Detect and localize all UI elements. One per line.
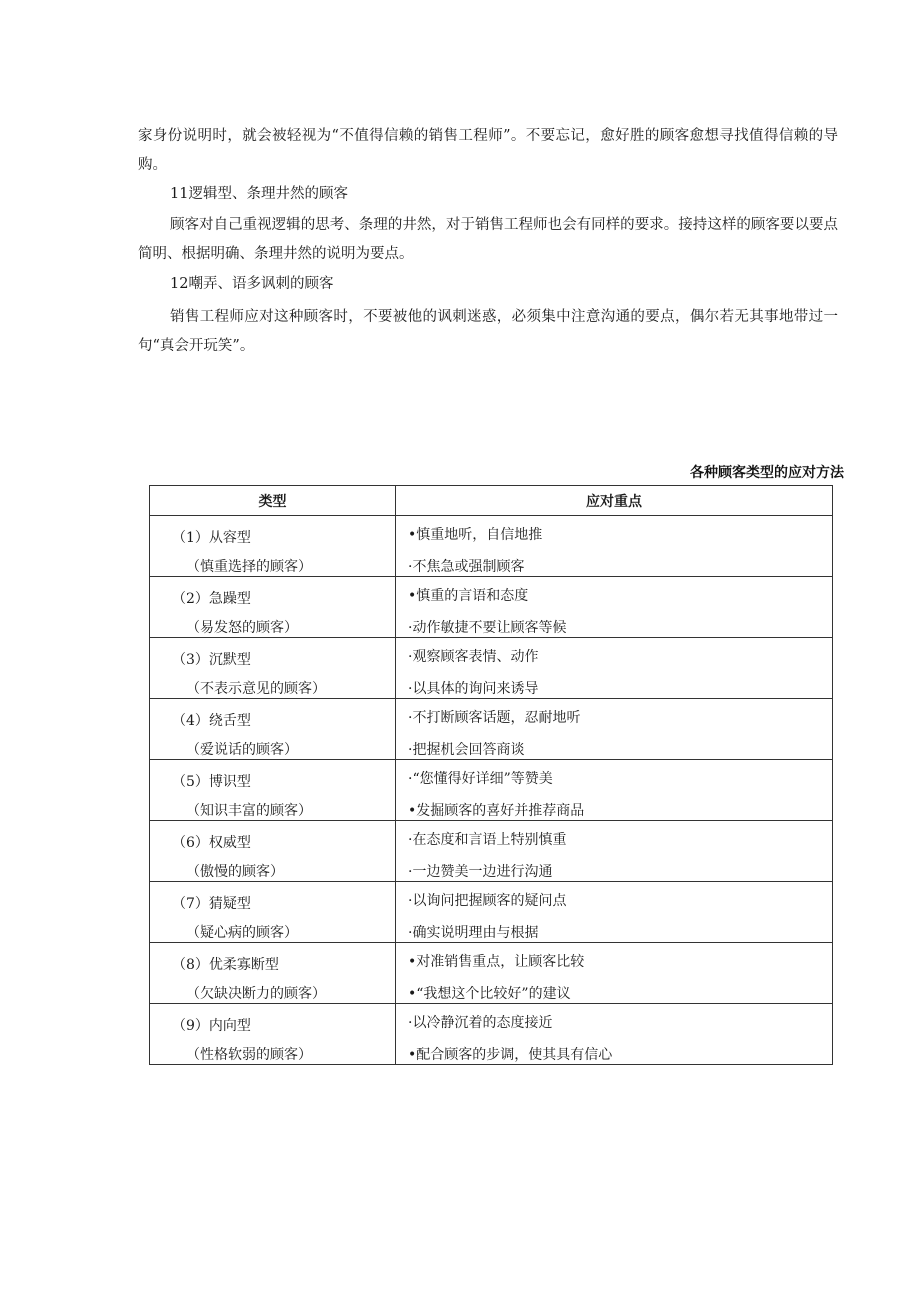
key-point: ·观察顾客表情、动作 (408, 649, 539, 665)
type-description: （知识丰富的顾客） (186, 803, 312, 819)
key-point: •“我想这个比较好”的建议 (408, 986, 571, 1002)
table-row (150, 821, 833, 882)
paragraph-sarcastic-customer: 销售工程师应对这种顾客时，不要被他的讽刺迷惑，必须集中注意沟通的要点，偶尔若无其事地带过一句“真会开玩笑”。 (138, 309, 838, 354)
type-cell (150, 638, 396, 699)
table-row (150, 882, 833, 943)
type-cell (150, 943, 396, 1004)
key-point: •对准销售重点，让顾客比较 (408, 954, 585, 970)
key-points-cell (396, 638, 833, 699)
key-point: ·以具体的询问来诱导 (408, 681, 539, 697)
type-name: （7）猜疑型 (172, 896, 251, 912)
table-header-row (150, 486, 833, 516)
key-points-cell (396, 760, 833, 821)
customer-types-table (149, 485, 833, 1065)
type-description: （傲慢的顾客） (186, 864, 284, 880)
type-description: （爱说话的顾客） (186, 742, 298, 758)
table-row (150, 1004, 833, 1065)
key-point: ·确实说明理由与根据 (408, 925, 539, 941)
key-point: ·一边赞美一边进行沟通 (408, 864, 553, 880)
type-name: （4）绕舌型 (172, 713, 251, 729)
key-point: ·不焦急或强制顾客 (408, 559, 525, 575)
key-points-cell (396, 577, 833, 638)
key-point: •慎重地听，自信地推 (408, 527, 543, 543)
key-point: •慎重的言语和态度 (408, 588, 529, 604)
type-name: （1）从容型 (172, 530, 251, 546)
paragraph-trust: 家身份说明时，就会被轻视为“不值得信赖的销售工程师”。不要忘记，愈好胜的顾客愈想寻找值得信赖的导购。 (138, 128, 838, 173)
key-point: ·不打断顾客话题，忍耐地听 (408, 710, 581, 726)
type-cell (150, 760, 396, 821)
type-name: （3）沉默型 (172, 652, 251, 668)
key-point: ·把握机会回答商谈 (408, 742, 525, 758)
type-description: （欠缺决断力的顾客） (186, 986, 326, 1002)
key-points-cell (396, 699, 833, 760)
heading-logical-customer: 11逻辑型、条理井然的顾客 (170, 186, 348, 202)
key-point: •发掘顾客的喜好并推荐商品 (408, 803, 585, 819)
header-key-points: 应对重点 (396, 486, 833, 516)
key-point: ·动作敏捷不要让顾客等候 (408, 620, 567, 636)
table-row (150, 638, 833, 699)
table-row (150, 577, 833, 638)
key-points-cell (396, 516, 833, 577)
type-description: （疑心病的顾客） (186, 925, 298, 941)
table-row (150, 943, 833, 1004)
type-description: （慎重选择的顾客） (186, 559, 312, 575)
key-points-cell (396, 882, 833, 943)
type-cell (150, 577, 396, 638)
type-description: （易发怒的顾客） (186, 620, 298, 636)
type-cell (150, 882, 396, 943)
paragraph-logical-customer: 顾客对自己重视逻辑的思考、条理的井然，对于销售工程师也会有同样的要求。接持这样的顾客要以要点简明、根据明确、条理井然的说明为要点。 (138, 217, 838, 262)
type-name: （6）权威型 (172, 835, 251, 851)
type-description: （不表示意见的顾客） (186, 681, 326, 697)
key-points-cell (396, 821, 833, 882)
type-cell (150, 516, 396, 577)
table-body (150, 516, 833, 1065)
type-description: （性格软弱的顾客） (186, 1047, 312, 1063)
key-points-cell (396, 943, 833, 1004)
key-point: ·以冷静沉着的态度接近 (408, 1015, 553, 1031)
key-point: ·以询问把握顾客的疑问点 (408, 893, 567, 909)
type-cell (150, 699, 396, 760)
type-name: （2）急躁型 (172, 591, 251, 607)
type-name: （9）内向型 (172, 1018, 251, 1034)
header-type: 类型 (150, 486, 396, 516)
table-row (150, 516, 833, 577)
type-name: （8）优柔寡断型 (172, 957, 279, 973)
type-name: （5）博识型 (172, 774, 251, 790)
table-row (150, 699, 833, 760)
key-point: •配合顾客的步调，使其具有信心 (408, 1047, 613, 1063)
key-points-cell (396, 1004, 833, 1065)
table-caption: 各种顾客类型的应对方法 (690, 465, 844, 481)
type-cell (150, 1004, 396, 1065)
heading-sarcastic-customer: 12嘲弄、语多讽刺的顾客 (170, 276, 334, 292)
key-point: ·在态度和言语上特别慎重 (408, 832, 567, 848)
key-point: ·“您懂得好详细”等赞美 (408, 771, 553, 787)
type-cell (150, 821, 396, 882)
table-row (150, 760, 833, 821)
